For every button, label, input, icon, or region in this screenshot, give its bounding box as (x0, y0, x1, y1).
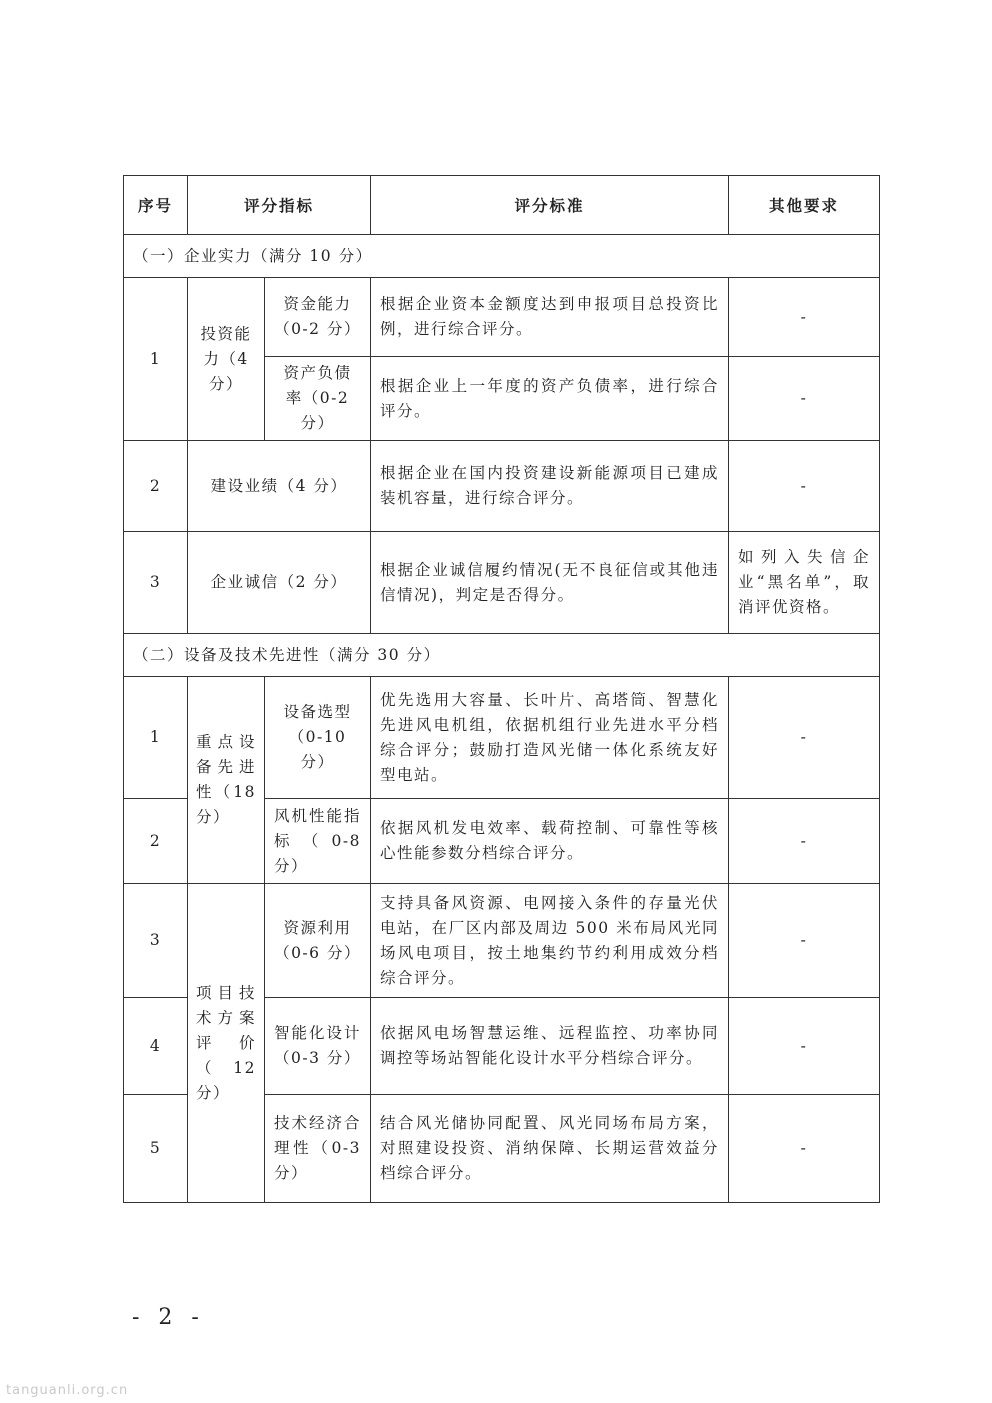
indicator-cell: 企业诚信（2 分） (188, 532, 371, 634)
criteria-cell: 优先选用大容量、长叶片、高塔筒、智慧化先进风电机组，依据机组行业先进水平分档综合评分；鼓励打造风光储一体化系统友好型电站。 (371, 677, 729, 799)
header-indicator: 评分指标 (188, 176, 371, 235)
table-row (124, 884, 880, 998)
header-criteria: 评分标准 (371, 176, 729, 235)
section-row (124, 235, 880, 278)
page-number: - 2 - (132, 1305, 205, 1330)
sub-indicator: 资金能力（0-2 分） (265, 278, 371, 357)
sub-indicator: 智能化设计（0-3 分） (265, 998, 371, 1095)
sub-indicator: 设备选型（0-10 分） (265, 677, 371, 799)
row-number: 2 (124, 441, 188, 532)
indicator-cell: 建设业绩（4 分） (188, 441, 371, 532)
row-number: 3 (124, 532, 188, 634)
section-row (124, 634, 880, 677)
other-cell: - (729, 1095, 880, 1203)
row-number: 1 (124, 677, 188, 799)
row-number: 3 (124, 884, 188, 998)
section-title: （二）设备及技术先进性（满分 30 分） (124, 634, 880, 677)
other-cell: - (729, 357, 880, 441)
other-cell: - (729, 278, 880, 357)
row-number: 2 (124, 799, 188, 884)
other-cell: - (729, 677, 880, 799)
table-row (124, 441, 880, 532)
group-label: 项目技术方案评价（12 分） (188, 884, 265, 1203)
header-other: 其他要求 (729, 176, 880, 235)
group-label: 重点设备先进性（18 分） (188, 677, 265, 884)
sub-indicator: 资产负债率（0-2 分） (265, 357, 371, 441)
criteria-cell: 依据风机发电效率、载荷控制、可靠性等核心性能参数分档综合评分。 (371, 799, 729, 884)
table-header-row (124, 176, 880, 235)
table-row (124, 677, 880, 799)
section-title: （一）企业实力（满分 10 分） (124, 235, 880, 278)
row-number: 1 (124, 278, 188, 441)
table-row (124, 278, 880, 357)
criteria-cell: 根据企业诚信履约情况(无不良征信或其他违信情况)，判定是否得分。 (371, 532, 729, 634)
sub-indicator: 技术经济合理性（0-3 分） (265, 1095, 371, 1203)
watermark: tanguanli.org.cn (6, 1383, 129, 1398)
table-row (124, 532, 880, 634)
scoring-table (123, 175, 880, 1203)
other-cell: - (729, 799, 880, 884)
criteria-cell: 根据企业上一年度的资产负债率，进行综合评分。 (371, 357, 729, 441)
sub-indicator: 资源利用（0-6 分） (265, 884, 371, 998)
criteria-cell: 结合风光储协同配置、风光同场布局方案，对照建设投资、消纳保障、长期运营效益分档综合评分。 (371, 1095, 729, 1203)
row-number: 4 (124, 998, 188, 1095)
other-cell: - (729, 884, 880, 998)
other-cell: - (729, 441, 880, 532)
criteria-cell: 支持具备风资源、电网接入条件的存量光伏电站，在厂区内部及周边 500 米布局风光同场风电项目，按土地集约节约利用成效分档综合评分。 (371, 884, 729, 998)
criteria-cell: 根据企业在国内投资建设新能源项目已建成装机容量，进行综合评分。 (371, 441, 729, 532)
group-label: 投资能力（4分） (188, 278, 265, 441)
header-no: 序号 (124, 176, 188, 235)
other-cell: 如列入失信企业“黑名单”，取消评优资格。 (729, 532, 880, 634)
row-number: 5 (124, 1095, 188, 1203)
other-cell: - (729, 998, 880, 1095)
sub-indicator: 风机性能指标（0-8 分） (265, 799, 371, 884)
criteria-cell: 根据企业资本金额度达到申报项目总投资比例，进行综合评分。 (371, 278, 729, 357)
criteria-cell: 依据风电场智慧运维、远程监控、功率协同调控等场站智能化设计水平分档综合评分。 (371, 998, 729, 1095)
